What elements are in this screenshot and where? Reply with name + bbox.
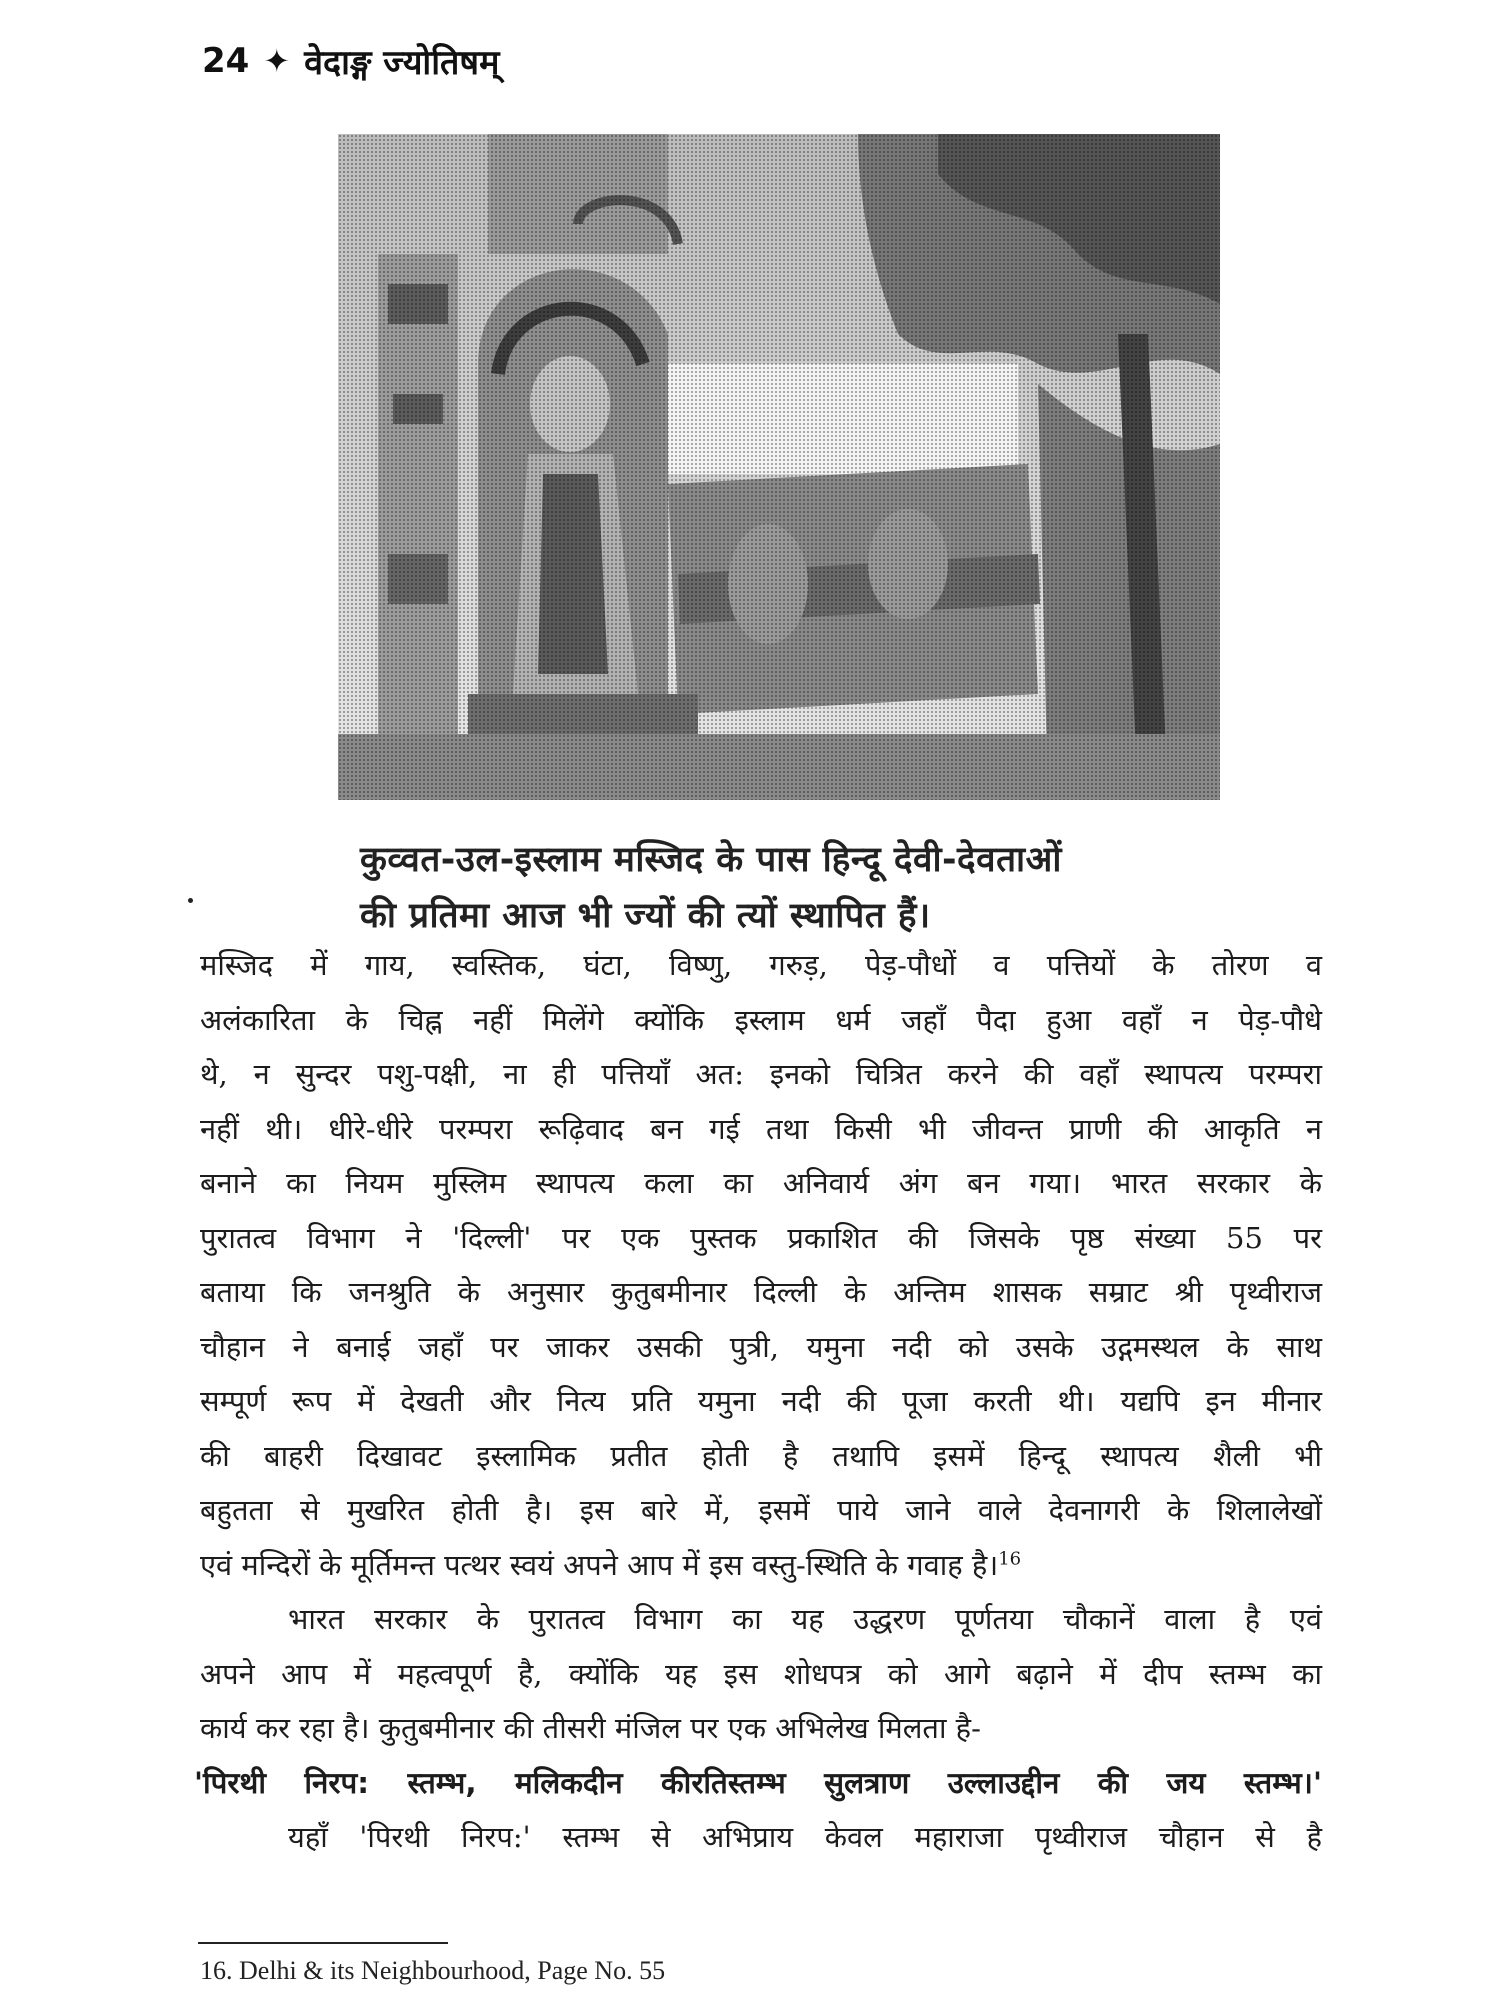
body-line: पुरातत्व विभाग ने 'दिल्ली' पर एक पुस्तक प्रकाशित की जिसके पृष्ठ संख्या 55 पर: [200, 1220, 1322, 1255]
caption-line-1: कुव्वत-उल-इस्लाम मस्जिद के पास हिन्दू देवी-देवताओं: [360, 840, 1062, 880]
body-line: बनाने का नियम मुस्लिम स्थापत्य कला का अनिवार्य अंग बन गया। भारत सरकार के: [200, 1166, 1322, 1200]
body-line: अलंकारिता के चिह्न नहीं मिलेंगे क्योंकि इस्लाम धर्म जहाँ पैदा हुआ वहाँ न पेड़-पौधे: [200, 1002, 1322, 1037]
body-line: भारत सरकार के पुरातत्व विभाग का यह उद्धरण पूर्णतया चौकानें वाला है एवं: [288, 1602, 1322, 1636]
footnote: 16. Delhi & its Neighbourhood, Page No. 55: [200, 1956, 666, 1985]
body-line: सम्पूर्ण रूप में देखती और नित्य प्रति यमुना नदी की पूजा करती थी। यद्यपि इन मीनार: [200, 1384, 1322, 1418]
body-line: बहुतता से मुखरित होती है। इस बारे में, इसमें पाये जाने वाले देवनागरी के शिलालेखों: [200, 1493, 1322, 1527]
running-header: [202, 38, 499, 84]
stray-mark: [188, 898, 193, 903]
book-title: वेदाङ्ग ज्योतिषम्: [304, 43, 500, 83]
body-line: थे, न सुन्दर पशु-पक्षी, ना ही पत्तियाँ अत: इनको चित्रित करने की वहाँ स्थापत्य परम्परा: [200, 1057, 1322, 1091]
page-number: 24: [202, 41, 250, 81]
star-separator-icon: ✦: [263, 42, 291, 80]
body-line: मस्जिद में गाय, स्वस्तिक, घंटा, विष्णु, गरुड़, पेड़-पौधों व पत्तियों के तोरण व: [200, 948, 1322, 982]
footnote-divider: [198, 1942, 448, 1944]
body-line-text: एवं मन्दिरों के मूर्तिमन्त पत्थर स्वयं अपने आप में इस वस्तु-स्थिति के गवाह है।: [200, 1547, 999, 1582]
paragraph-2: [200, 1592, 1322, 1756]
body-line: नहीं थी। धीरे-धीरे परम्परा रूढ़िवाद बन गई तथा किसी भी जीवन्त प्राणी की आकृति न: [200, 1111, 1322, 1146]
body-line-last: [200, 1538, 1322, 1593]
inscription-text: 'पिरथी निरप: स्तम्भ, मलिकदीन कीरतिस्तम्भ सुलत्राण उल्लाउद्दीन की जय स्तम्भ।': [194, 1765, 1322, 1800]
footnote-reference: 16: [998, 1547, 1022, 1569]
caption-line-2: की प्रतिमा आज भी ज्यों की त्यों स्थापित हैं।: [360, 896, 931, 936]
body-line: चौहान ने बनाई जहाँ पर जाकर उसकी पुत्री, यमुना नदी को उसके उद्गमस्थल के साथ: [200, 1329, 1322, 1364]
body-line: यहाँ 'पिरथी निरप:' स्तम्भ से अभिप्राय केवल महाराजा पृथ्वीराज चौहान से है: [288, 1820, 1322, 1854]
body-text: [194, 938, 1322, 1865]
body-line: बताया कि जनश्रुति के अनुसार कुतुबमीनार दिल्ली के अन्तिम शासक सम्राट श्री पृथ्वीराज: [200, 1275, 1322, 1309]
temple-sculpture-photo: [338, 134, 1220, 800]
halftone-photo-illustration: [338, 134, 1220, 800]
body-line: की बाहरी दिखावट इस्लामिक प्रतीत होती है तथापि इसमें हिन्दू स्थापत्य शैली भी: [200, 1438, 1322, 1473]
inscription-quote: [194, 1756, 1322, 1811]
body-line: कार्य कर रहा है। कुतुबमीनार की तीसरी मंजिल पर एक अभिलेख मिलता है-: [200, 1711, 981, 1745]
paragraph-1: [200, 938, 1322, 1592]
figure-caption: [360, 832, 1220, 944]
paragraph-3: [200, 1810, 1322, 1865]
body-line: अपने आप में महत्वपूर्ण है, क्योंकि यह इस शोधपत्र को आगे बढ़ाने में दीप स्तम्भ का: [200, 1656, 1322, 1691]
